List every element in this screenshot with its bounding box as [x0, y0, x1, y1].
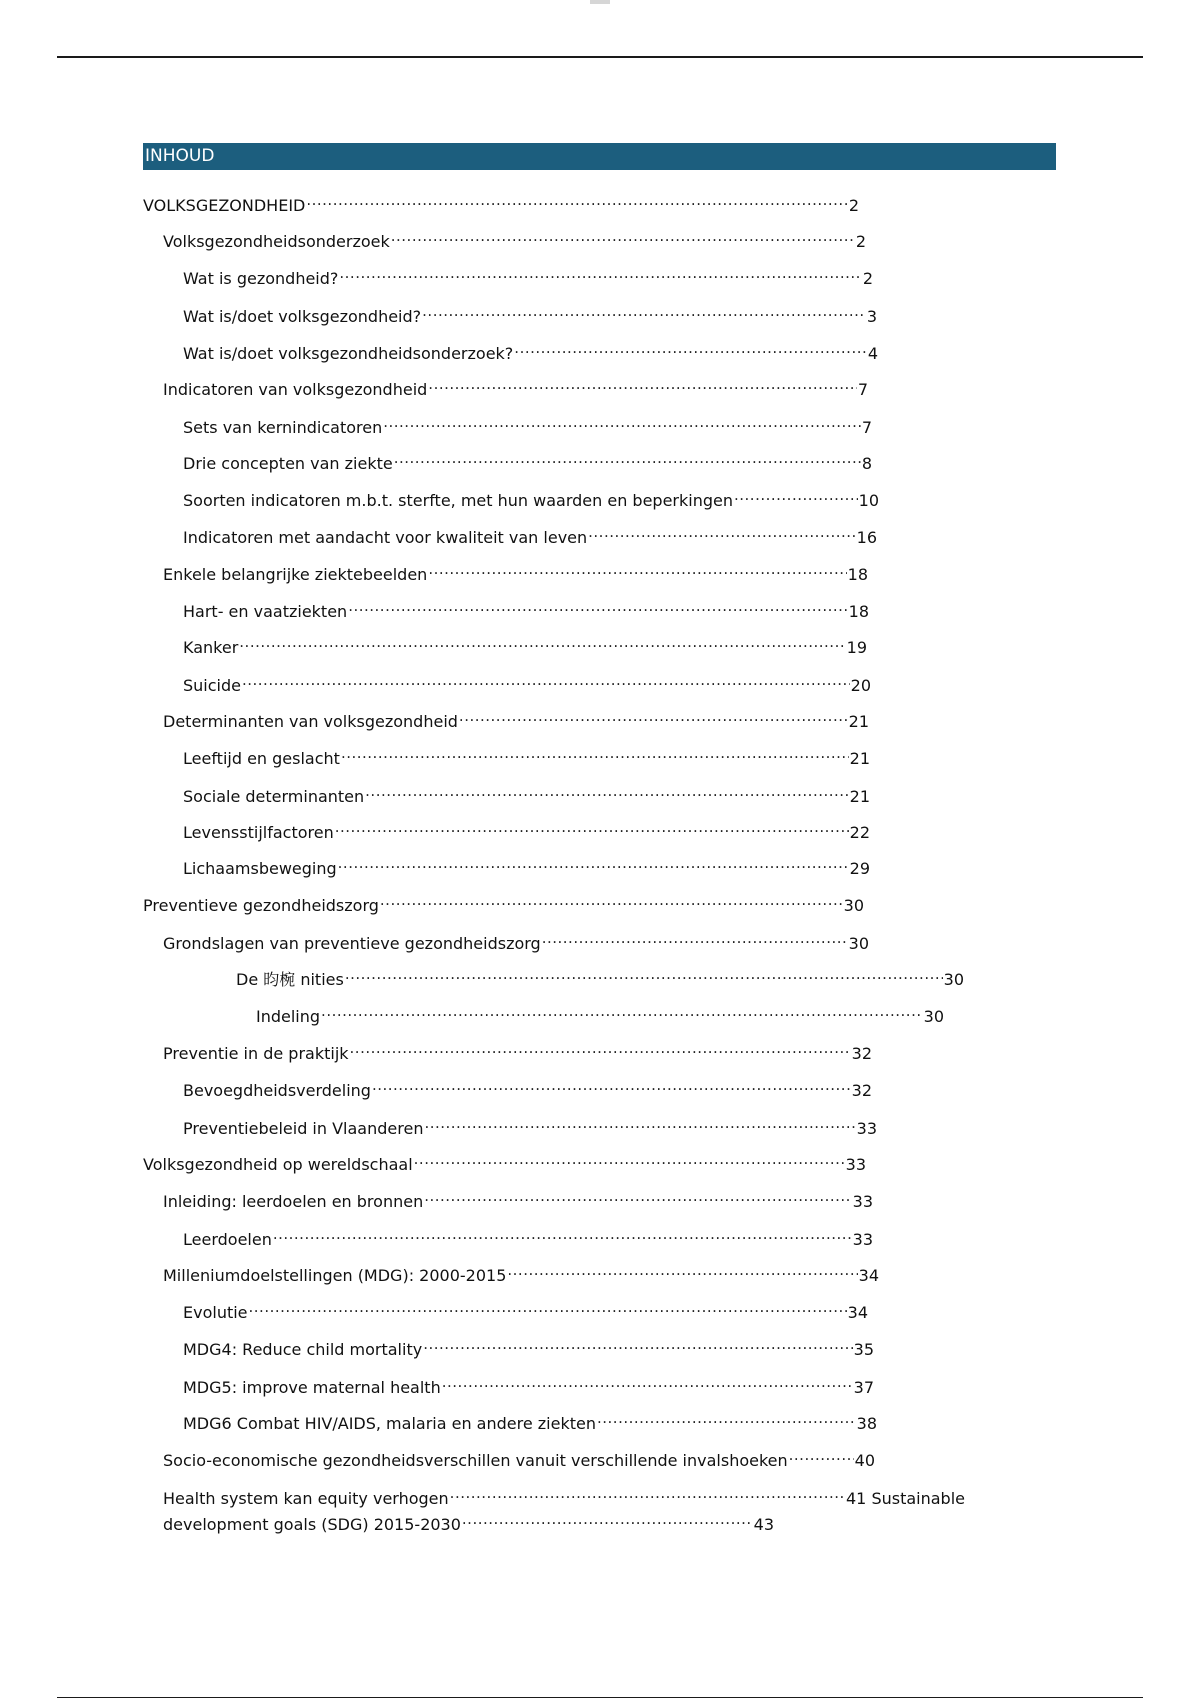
dot-leader — [428, 373, 857, 395]
dot-leader — [422, 300, 866, 322]
toc-entry[interactable] — [163, 1444, 875, 1470]
dot-leader — [394, 447, 861, 469]
dot-leader — [383, 411, 861, 433]
dot-leader — [588, 521, 856, 543]
toc-entry-label: development goals (SDG) 2015-2030 — [163, 1515, 461, 1534]
dot-leader — [424, 1185, 851, 1207]
dot-leader — [338, 852, 849, 874]
toc-entry-label: Wat is/doet volksgezondheid? — [183, 307, 422, 326]
dot-leader — [348, 595, 847, 617]
toc-entry[interactable] — [183, 300, 877, 326]
toc-entry-label: Hart- en vaatziekten — [183, 602, 348, 621]
dot-leader — [450, 1482, 845, 1504]
toc-entry-label: MDG6 Combat HIV/AIDS, malaria en andere ziekten — [183, 1414, 596, 1433]
toc-entry-page: 18 — [847, 565, 868, 584]
toc-entry-label: Volksgezondheidsonderzoek — [163, 232, 390, 251]
dot-leader — [345, 963, 943, 985]
dot-leader — [442, 1371, 853, 1393]
toc-entry-label: VOLKSGEZONDHEID — [143, 196, 306, 215]
toc-entry[interactable] — [183, 1371, 874, 1397]
toc-entry-page: 33 — [856, 1119, 877, 1138]
toc-entry-page: 40 — [854, 1451, 875, 1470]
dot-leader — [542, 927, 848, 949]
dot-leader — [249, 1296, 847, 1318]
header-rule — [57, 56, 1143, 58]
toc-entry-label: Volksgezondheid op wereldschaal — [143, 1155, 413, 1174]
toc-entry[interactable] — [143, 889, 864, 915]
dot-leader — [321, 1000, 923, 1022]
toc-entry-page: 18 — [848, 602, 869, 621]
dot-leader — [514, 337, 867, 359]
dot-leader — [424, 1112, 855, 1134]
toc-entry-label: De 昀椀 nities — [236, 970, 344, 989]
toc-heading-text: INHOUD — [145, 146, 215, 166]
dot-leader — [339, 262, 861, 284]
dot-leader — [306, 189, 847, 211]
toc-entry-page: 30 — [843, 896, 864, 915]
toc-entry-label: Bevoegdheidsverdeling — [183, 1081, 371, 1100]
toc-entry[interactable] — [163, 705, 869, 731]
dot-leader — [341, 742, 849, 764]
toc-entry[interactable] — [183, 595, 869, 621]
toc-entry-page: 29 — [849, 859, 870, 878]
toc-entry-label: Wat is gezondheid? — [183, 269, 339, 288]
toc-entry[interactable] — [163, 1508, 774, 1534]
toc-entry-label: Health system kan equity verhogen — [163, 1489, 449, 1508]
dot-leader — [597, 1407, 856, 1429]
toc-entry-label: Leeftijd en geslacht — [183, 749, 340, 768]
toc-entry-label: Inleiding: leerdoelen en bronnen — [163, 1192, 424, 1211]
toc-entry[interactable] — [183, 1074, 872, 1100]
dot-leader — [507, 1259, 857, 1281]
dot-leader — [789, 1444, 854, 1466]
toc-entry[interactable] — [183, 1333, 874, 1359]
toc-entry-label: Kanker — [183, 638, 239, 657]
toc-entry[interactable] — [183, 852, 870, 878]
toc-entry-page: 30 — [943, 970, 964, 989]
toc-entry-label: Enkele belangrijke ziektebeelden — [163, 565, 428, 584]
toc-entry-page: 33 — [845, 1155, 866, 1174]
toc-entry-page: 10 — [858, 491, 879, 510]
toc-entry[interactable] — [163, 927, 869, 953]
toc-entry-label: Levensstijlfactoren — [183, 823, 334, 842]
toc-entry-page: 2 — [862, 269, 873, 288]
toc-entry-page: 16 — [856, 528, 877, 547]
toc-entry-page: 8 — [861, 454, 872, 473]
dot-leader — [239, 631, 845, 653]
toc-entry-page: 33 — [852, 1230, 873, 1249]
toc-entry-page: 30 — [848, 934, 869, 953]
dot-leader — [428, 558, 846, 580]
dot-leader — [459, 705, 848, 727]
dot-leader — [350, 1037, 851, 1059]
toc-entry[interactable] — [183, 742, 870, 768]
toc-entry-label: Preventie in de praktijk — [163, 1044, 349, 1063]
toc-entry[interactable] — [183, 1223, 873, 1249]
toc-entry-page: 32 — [851, 1044, 872, 1063]
dot-leader — [372, 1074, 851, 1096]
toc-entry[interactable] — [163, 1482, 965, 1508]
toc-entry-label: Sets van kernindicatoren — [183, 418, 383, 437]
toc-entry-page: 7 — [861, 418, 872, 437]
toc-entry-label: Indicatoren van volksgezondheid — [163, 380, 428, 399]
toc-entry-page: 38 — [856, 1414, 877, 1433]
dot-leader — [462, 1508, 753, 1530]
toc-entry-label: Soorten indicatoren m.b.t. sterfte, met hun waarden en beperkingen — [183, 491, 733, 510]
toc-entry[interactable] — [183, 447, 872, 473]
toc-entry-label: Sociale determinanten — [183, 787, 365, 806]
toc-entry-label: Evolutie — [183, 1303, 248, 1322]
toc-entry[interactable] — [163, 1037, 872, 1063]
toc-entry-page: 35 — [853, 1340, 874, 1359]
toc-entry-page: 43 — [753, 1515, 774, 1534]
toc-entry-page: 2 — [848, 196, 859, 215]
toc-heading — [143, 143, 1056, 170]
toc-entry[interactable] — [163, 558, 868, 584]
toc-entry-page: 22 — [849, 823, 870, 842]
toc-entry-label: MDG4: Reduce child mortality — [183, 1340, 423, 1359]
toc-entry-page: 21 — [849, 787, 870, 806]
toc-entry-page: 34 — [847, 1303, 868, 1322]
toc-entry[interactable] — [183, 669, 871, 695]
toc-entry-label: Drie concepten van ziekte — [183, 454, 393, 473]
toc-entry-label: Socio-economische gezondheidsverschillen vanuit verschillende invalshoeken — [163, 1451, 788, 1470]
toc-entry-label: Milleniumdoelstellingen (MDG): 2000-2015 — [163, 1266, 507, 1285]
dot-leader — [414, 1148, 845, 1170]
toc-entry-page: 41 Sustainable — [846, 1489, 965, 1508]
toc-entry[interactable] — [183, 262, 873, 288]
dot-leader — [242, 669, 850, 691]
toc-entry[interactable] — [183, 1112, 877, 1138]
toc-entry[interactable] — [183, 816, 870, 842]
dot-leader — [335, 816, 849, 838]
toc-entry-label: Preventieve gezondheidszorg — [143, 896, 379, 915]
toc-entry[interactable] — [143, 189, 859, 215]
toc-entry-page: 37 — [853, 1378, 874, 1397]
toc-entry-label: Leerdoelen — [183, 1230, 272, 1249]
toc-entry-label: Lichaamsbeweging — [183, 859, 337, 878]
toc-entry[interactable] — [163, 373, 868, 399]
toc-entry[interactable] — [183, 411, 872, 437]
toc-entry[interactable] — [163, 225, 866, 251]
toc-entry-label: Wat is/doet volksgezondheidsonderzoek? — [183, 344, 514, 363]
dot-leader — [365, 780, 848, 802]
toc-entry-page: 33 — [852, 1192, 873, 1211]
toc-entry-label: Preventiebeleid in Vlaanderen — [183, 1119, 424, 1138]
toc-entry-page: 3 — [866, 307, 877, 326]
toc-entry[interactable] — [183, 484, 879, 510]
toc-entry[interactable] — [236, 963, 964, 989]
toc-entry-page: 2 — [855, 232, 866, 251]
toc-entry[interactable] — [183, 521, 877, 547]
toc-entry[interactable] — [183, 631, 867, 657]
toc-entry-page: 21 — [849, 749, 870, 768]
toc-entry[interactable] — [183, 1296, 868, 1322]
footer-rule — [57, 1697, 1143, 1698]
toc-entry-page: 21 — [848, 712, 869, 731]
toc-entry[interactable] — [163, 1259, 879, 1285]
toc-entry-page: 32 — [851, 1081, 872, 1100]
toc-entry-page: 4 — [867, 344, 878, 363]
toc-entry-page: 20 — [850, 676, 871, 695]
toc-entry[interactable] — [183, 337, 878, 363]
toc-entry-page: 7 — [857, 380, 868, 399]
toc-entry-label: Determinanten van volksgezondheid — [163, 712, 458, 731]
dot-leader — [273, 1223, 852, 1245]
toc-entry-label: MDG5: improve maternal health — [183, 1378, 441, 1397]
toc-entry-page: 19 — [846, 638, 867, 657]
toc-entry-label: Indeling — [256, 1007, 321, 1026]
toc-entry[interactable] — [256, 1000, 944, 1026]
toc-entry-page: 30 — [923, 1007, 944, 1026]
toc-entry-label: Grondslagen van preventieve gezondheidszorg — [163, 934, 541, 953]
dot-leader — [423, 1333, 852, 1355]
toc-entry[interactable] — [143, 1148, 866, 1174]
toc-entry-page: 34 — [858, 1266, 879, 1285]
toc-entry-label: Indicatoren met aandacht voor kwaliteit van leven — [183, 528, 588, 547]
toc-entry[interactable] — [183, 1407, 877, 1433]
toc-entry-label: Suicide — [183, 676, 241, 695]
toc-entry[interactable] — [163, 1185, 873, 1211]
dot-leader — [734, 484, 858, 506]
dot-leader — [380, 889, 843, 911]
page-top-marker — [590, 0, 610, 4]
dot-leader — [391, 225, 855, 247]
toc-entry[interactable] — [183, 780, 870, 806]
